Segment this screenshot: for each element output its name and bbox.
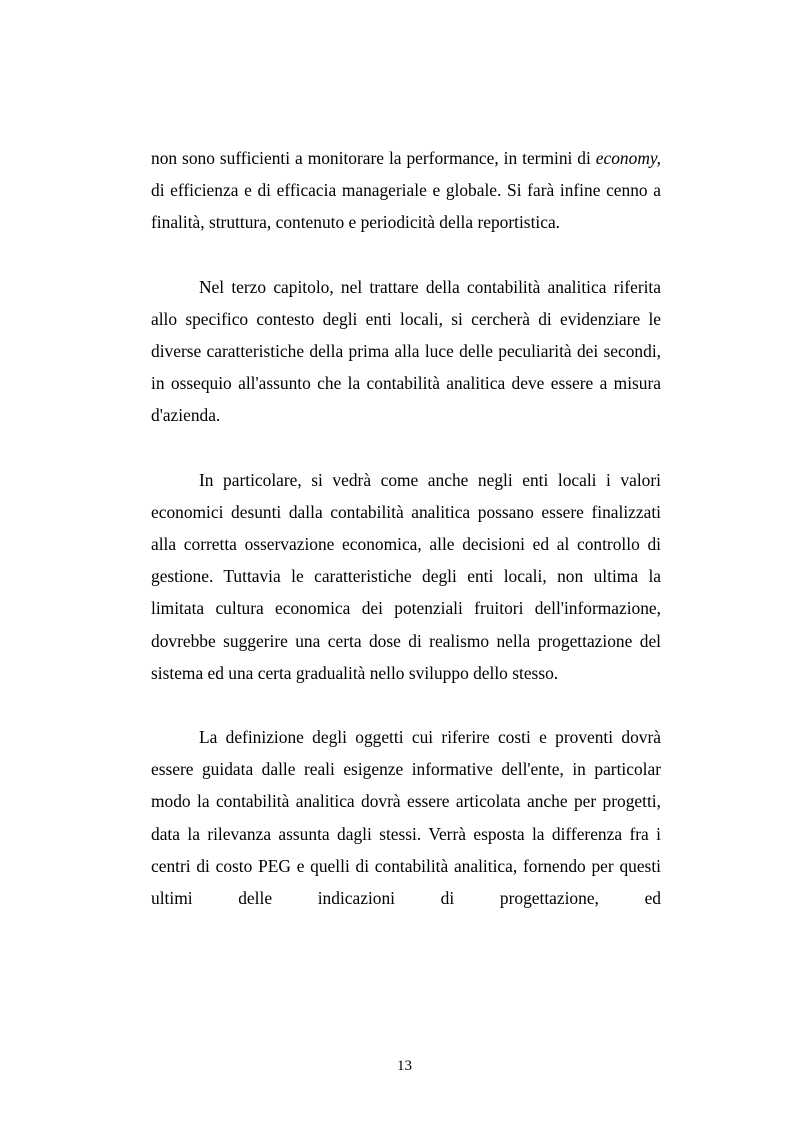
paragraph-definition: La definizione degli oggetti cui riferire costi e proventi dovrà essere guidata dalle reali esigenze informative dell'ente, in particolar modo la contabilità analitica dovrà essere articolata anche per progetti, data la rilevanza assunta dagli stessi. Verrà esposta la differenza fra i centri di costo PEG e quelli di contabilità analitica, fornendo per questi ultimi delle indicazioni di progettazione, ed [151,727,661,909]
paragraph-text-after: di efficienza e di efficacia manageriale e globale. Si farà infine cenno a finalità, struttura, contenuto e periodicità della reportistica. [151,180,661,233]
body-text [151,142,661,946]
page-number: 13 [397,1058,412,1074]
emphasis-economy: economy, [595,148,661,168]
paragraph-third-chapter: Nel terzo capitolo, nel trattare della contabilità analitica riferita allo specifico contesto degli enti locali, si cercherà di evidenziare le diverse caratteristiche della prima alla luce delle peculiarità dei secondi, in ossequio all'assunto che la contabilità analitica deve essere a misura d'azienda. [151,276,661,426]
paragraph-particular: In particolare, si vedrà come anche negli enti locali i valori economici desunti dalla contabilità analitica possano essere finalizzati alla corretta osservazione economica, alle decisioni ed al controllo di gestione. Tuttavia le caratteristiche degli enti locali, non ultima la limitata cultura economica dei potenziali fruitori dell'informazione, dovrebbe suggerire una certa dose di realismo nella progettazione del sistema ed una certa gradualità nello sviluppo dello stesso. [151,469,661,683]
paragraph-continuation [151,142,661,239]
paragraph-text-before: non sono sufficienti a monitorare la performance, in termini di [151,148,596,168]
